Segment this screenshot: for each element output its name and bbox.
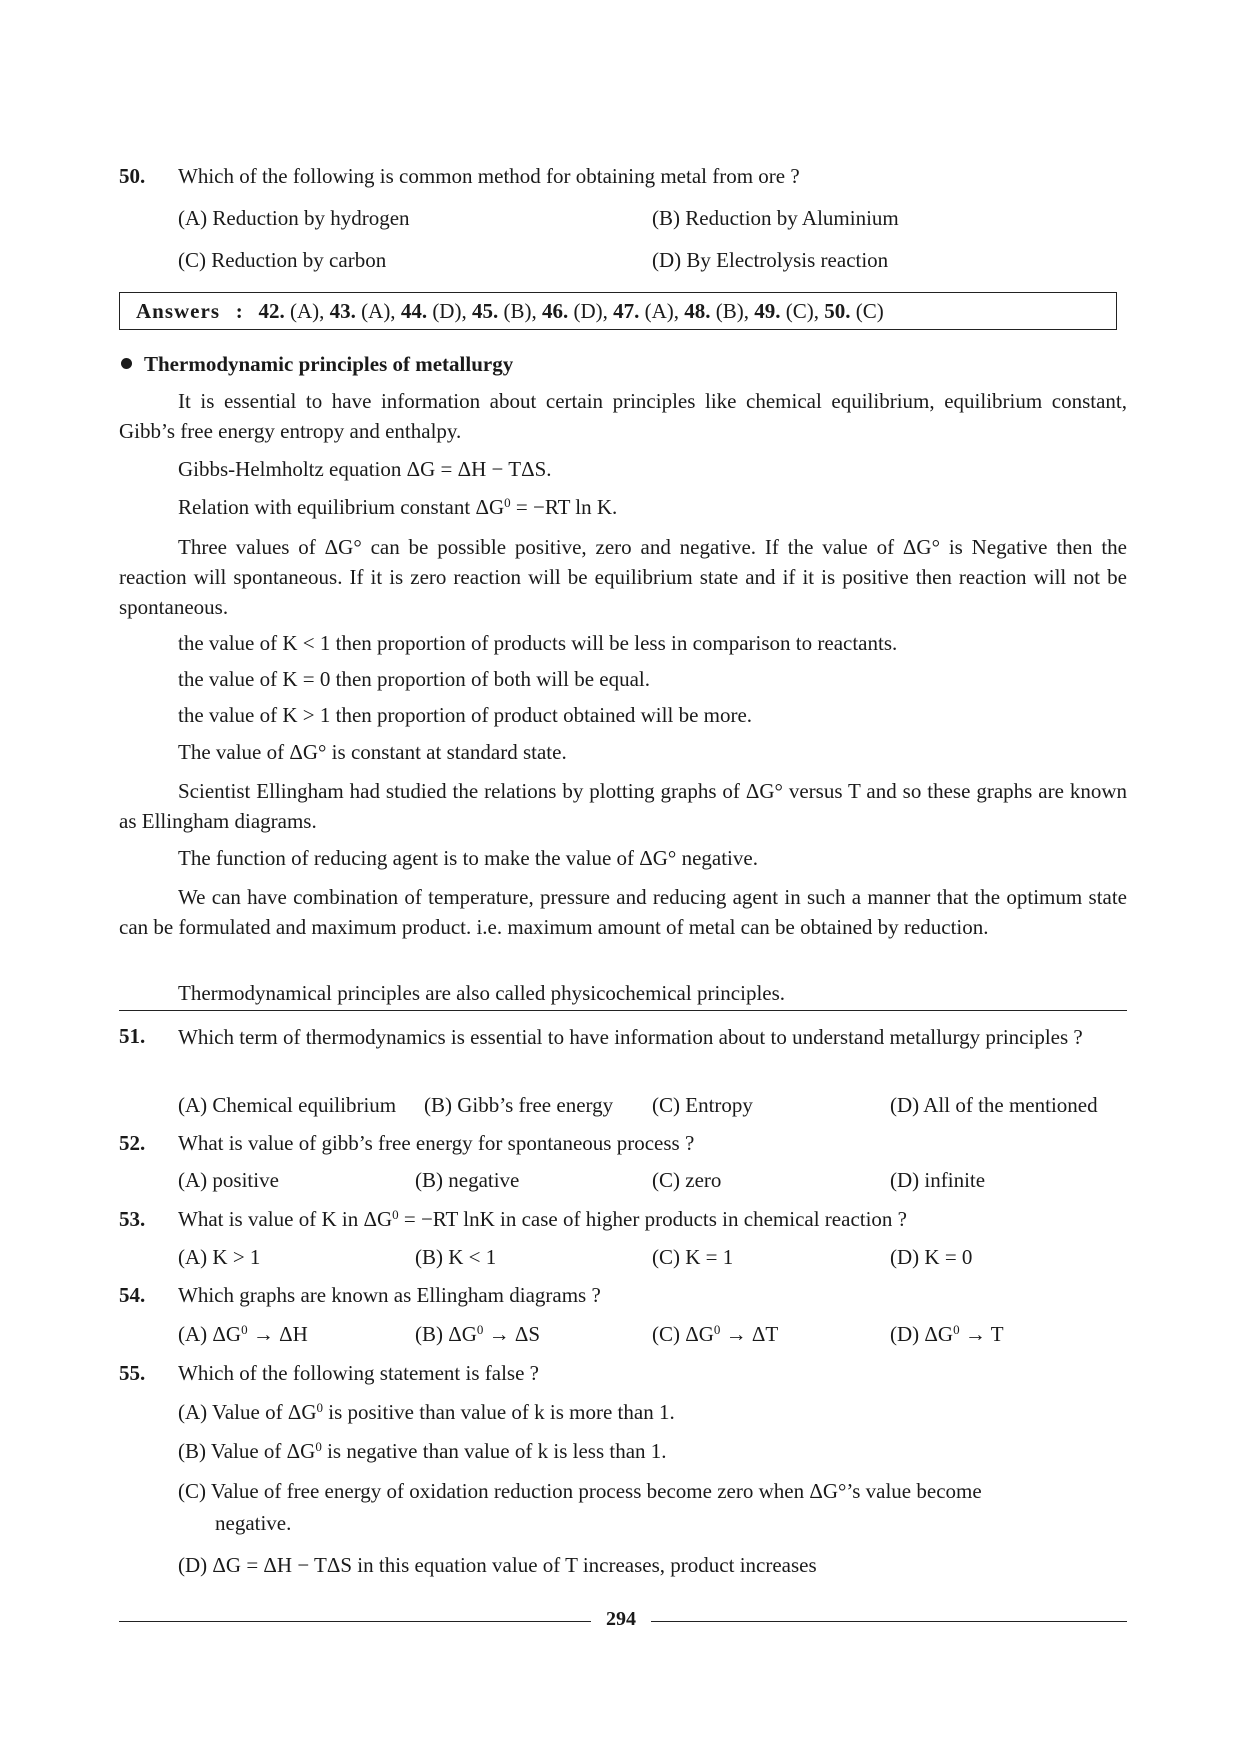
q55-option-c-line2: negative. xyxy=(215,1511,292,1535)
footer-rule-right xyxy=(651,1621,1127,1622)
section-heading: Thermodynamic principles of metallurgy xyxy=(121,352,513,377)
q54-option-d: (D) $\Delta G^0 \to T$ xyxy=(890,1322,1004,1346)
q52-option-c: (C) zero xyxy=(652,1168,722,1192)
q50-option-c: (C) Reduction by carbon xyxy=(178,248,387,272)
q55-text: Which of the following statement is false ? xyxy=(178,1361,539,1385)
q52-option-d: (D) infinite xyxy=(890,1168,986,1192)
answer-item: 47. (A), xyxy=(613,299,680,323)
paragraph-12: Thermodynamical principles are also called physicochemical principles. xyxy=(178,981,786,1005)
q53-option-b: (B) K < 1 xyxy=(415,1245,497,1269)
q51-text: Which term of thermodynamics is essential to have information about to understand metallurgy principles ? xyxy=(178,1025,1083,1049)
paragraph-10: The function of reducing agent is to make the value of ΔG° negative. xyxy=(178,846,758,870)
answer-item: 50. (C) xyxy=(824,299,884,323)
q54-option-a: (A) $\Delta G^0 \to \Delta H$ xyxy=(178,1322,308,1346)
q53-number: 53. xyxy=(119,1207,146,1231)
answer-item: 44. (D), xyxy=(400,299,467,323)
q50-text: Which of the following is common method for obtaining metal from ore ? xyxy=(178,164,800,188)
paragraph-9: Scientist Ellingham had studied the relations by plotting graphs of ΔG° versus T and so these graphs are known as Ellingham diagrams. xyxy=(119,779,1127,833)
q52-text: What is value of gibb’s free energy for spontaneous process ? xyxy=(178,1131,695,1155)
answer-item: 49. (C), xyxy=(754,299,820,323)
q53-option-c: (C) K = 1 xyxy=(652,1245,734,1269)
answer-item: 42. (A), xyxy=(258,299,325,323)
q51-option-b: (B) Gibb’s free energy xyxy=(424,1093,614,1117)
section-divider xyxy=(119,1010,1127,1011)
paragraph-1: It is essential to have information about certain principles like chemical equilibrium, equilibrium constant, Gibb’s free energy entropy and enthalpy. xyxy=(119,389,1127,443)
q55-option-a: (A) Value of $\Delta G^0$ is positive than value of k is more than 1. xyxy=(178,1400,675,1424)
answers-box xyxy=(119,292,1117,330)
q54-option-b: (B) $\Delta G^0 \to \Delta S$ xyxy=(415,1322,541,1346)
paragraph-6: the value of K = 0 then proportion of both will be equal. xyxy=(178,667,650,691)
q54-option-c: (C) $\Delta G^0 \to \Delta T$ xyxy=(652,1322,779,1346)
q54-text: Which graphs are known as Ellingham diagrams ? xyxy=(178,1283,601,1307)
q54-number: 54. xyxy=(119,1283,146,1307)
q55-option-b: (B) Value of $\Delta G^0$ is negative than value of k is less than 1. xyxy=(178,1439,667,1463)
answers-separator: : xyxy=(235,299,243,323)
q53-option-a: (A) K > 1 xyxy=(178,1245,261,1269)
paragraph-5: the value of K < 1 then proportion of products will be less in comparison to reactants. xyxy=(178,631,898,655)
q55-number: 55. xyxy=(119,1361,146,1385)
answers-list xyxy=(259,299,884,323)
footer-rule-left xyxy=(119,1621,591,1622)
q55-option-d: (D) ΔG = ΔH − TΔS in this equation value of T increases, product increases xyxy=(178,1553,817,1577)
page-number: 294 xyxy=(606,1608,636,1630)
answer-item: 46. (D), xyxy=(541,299,608,323)
q50-option-a: (A) Reduction by hydrogen xyxy=(178,206,410,230)
q53-option-d: (D) K = 0 xyxy=(890,1245,973,1269)
q52-option-a: (A) positive xyxy=(178,1168,279,1192)
paragraph-7: the value of K > 1 then proportion of product obtained will be more. xyxy=(178,703,753,727)
q51-number: 51. xyxy=(119,1024,146,1048)
q52-number: 52. xyxy=(119,1131,146,1155)
q51-option-d: (D) All of the mentioned xyxy=(890,1093,1098,1117)
paragraph-3: Relation with equilibrium constant $\Delta G^0 = -RT$ ln K. xyxy=(178,495,618,519)
q50-option-b: (B) Reduction by Aluminium xyxy=(652,206,899,230)
q50-number: 50. xyxy=(119,164,146,188)
paragraph-8: The value of ΔG° is constant at standard state. xyxy=(178,740,567,764)
answers-label: Answers xyxy=(136,299,220,323)
q52-option-b: (B) negative xyxy=(415,1168,520,1192)
paragraph-4: Three values of ΔG° can be possible positive, zero and negative. If the value of ΔG° is Negative then the reaction will spontaneous. If it is zero reaction will be equilibrium state and if it is positive then reaction will not be spontaneous. xyxy=(119,535,1127,619)
answer-item: 45. (B), xyxy=(471,299,537,323)
q51-option-a: (A) Chemical equilibrium xyxy=(178,1093,397,1117)
paragraph-11: We can have combination of temperature, pressure and reducing agent in such a manner that the optimum state can be formulated and maximum product. i.e. maximum amount of metal can be obtained by reduction. xyxy=(119,885,1127,939)
answer-item: 43. (A), xyxy=(329,299,396,323)
q50-option-d: (D) By Electrolysis reaction xyxy=(652,248,889,272)
q53-text: What is value of K in $\Delta G^0 = -RT$ lnK in case of higher products in chemical reaction ? xyxy=(178,1207,908,1231)
q55-option-c-line1: (C) Value of free energy of oxidation reduction process become zero when ΔG°’s value become xyxy=(178,1479,982,1503)
paragraph-2: Gibbs-Helmholtz equation ΔG = ΔH − TΔS. xyxy=(178,457,552,481)
q51-option-c: (C) Entropy xyxy=(652,1093,753,1117)
bullet-icon xyxy=(121,358,132,369)
answer-item: 48. (B), xyxy=(684,299,750,323)
